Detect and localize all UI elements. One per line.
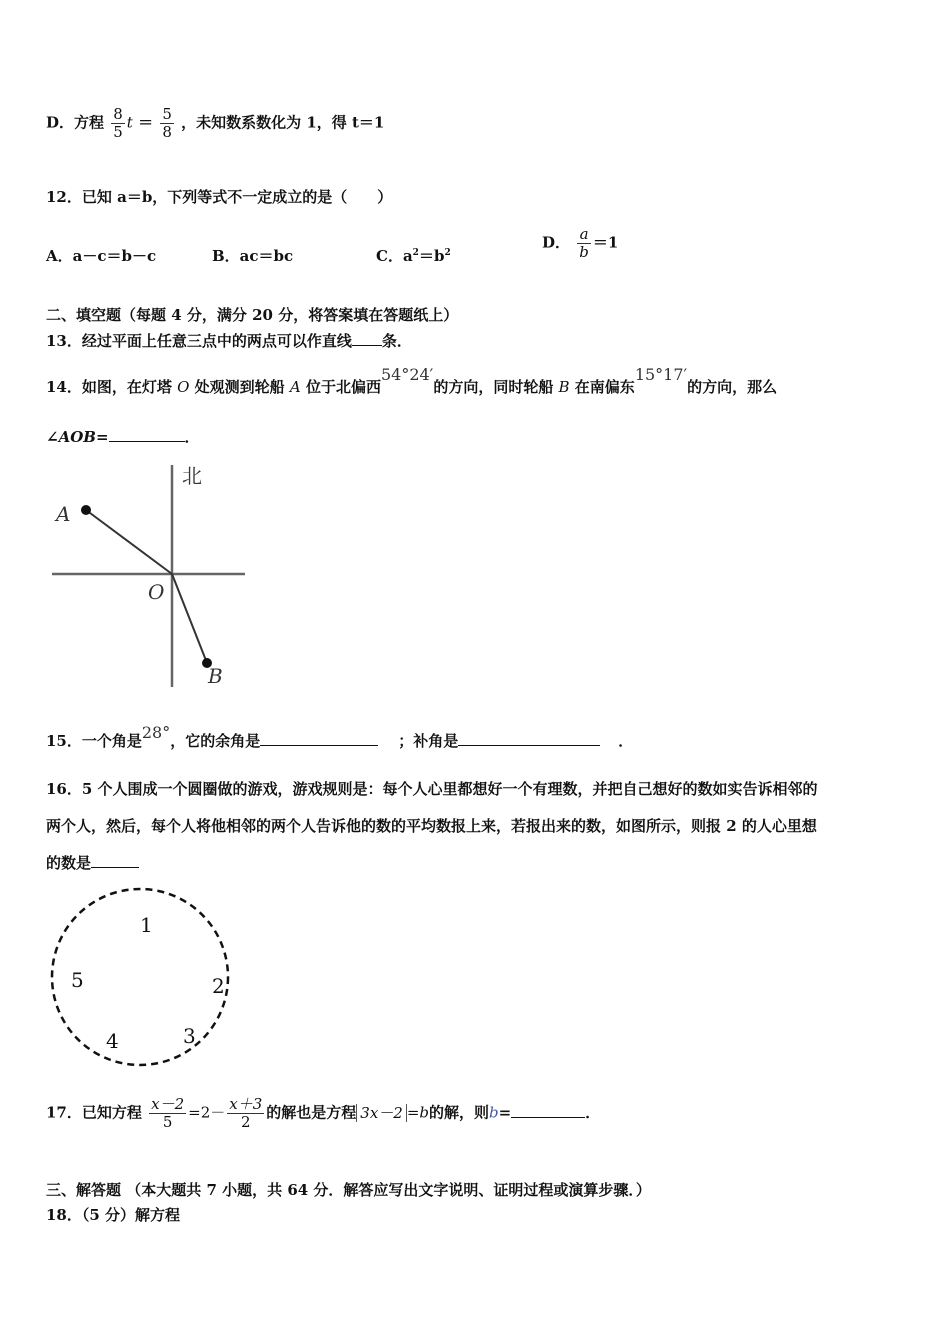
q12c-prefix: C．a: [376, 247, 413, 265]
q12d-den: b: [579, 243, 589, 261]
q17-f1-num: x－2: [151, 1095, 185, 1113]
circle-number-2: 2: [212, 974, 225, 998]
label-o: O: [148, 580, 165, 604]
q17-b-var: b: [489, 1103, 499, 1122]
label-a: A: [56, 502, 71, 526]
q14-text5: 在南偏东: [569, 378, 635, 396]
q14-b: B: [558, 378, 570, 396]
q14-a: A: [289, 378, 301, 396]
q16-answer-blank[interactable]: [91, 867, 139, 868]
q14-text1: 14．如图，在灯塔: [46, 378, 178, 396]
ray-ob: [172, 574, 207, 663]
q14-text2: 处观测到轮船: [189, 378, 290, 396]
q17-after: 的解，则: [429, 1103, 490, 1122]
q17-end: ．: [585, 1103, 601, 1122]
q11d-frac2-num: 5: [162, 105, 172, 123]
circle-number-3: 3: [183, 1024, 196, 1048]
q13: [46, 330, 412, 351]
q14-text3: 位于北偏西: [300, 378, 381, 396]
q12c-mid: ＝b: [418, 247, 445, 265]
ray-oa: [86, 510, 172, 574]
q16-line2: 两个人，然后，每个人将他相邻的两个人告诉他的数的平均数报上来，若报出来的数，如图所示，则报 2 的人心里想: [46, 817, 817, 835]
section3-heading: 三、解答题 （本大题共 7 小题，共 64 分．解答应写出文字说明、证明过程或演算步骤．）: [46, 1181, 651, 1199]
q15-mid: ，它的余角是: [170, 732, 261, 750]
q17-f2-num: x＋3: [229, 1095, 263, 1113]
q15-complement-blank[interactable]: [260, 745, 378, 746]
q13-answer-blank[interactable]: [352, 345, 382, 346]
q17-prefix: 17．已知方程: [46, 1103, 142, 1122]
label-b: B: [208, 664, 223, 688]
circle-number-5: 5: [71, 968, 84, 992]
q15-end: ．: [618, 732, 634, 750]
q12d-num: a: [577, 226, 591, 244]
q14-o: O: [177, 378, 190, 396]
q15-angle: 28°: [141, 723, 171, 742]
q17-fraction-2: [227, 1096, 264, 1131]
q12-option-c: [376, 245, 451, 266]
q14-angle1: 54°24′: [380, 365, 434, 384]
circle-number-4: 4: [106, 1029, 119, 1053]
q17-eq-mid: =2－: [188, 1103, 226, 1122]
q18: 18．（5 分）解方程: [46, 1206, 181, 1224]
q11d-eq-sign: ＝: [138, 113, 154, 132]
q11-option-d: [46, 106, 384, 141]
q14-angle2: 15°17′: [634, 365, 688, 384]
q14-text6: 的方向，那么: [687, 378, 778, 396]
q13-suffix: 条．: [381, 332, 412, 350]
q11d-suffix: ，未知数系数化为 1，得 t＝1: [181, 113, 385, 132]
q14-line1: [46, 365, 778, 397]
section2-heading: 二、填空题（每题 4 分，满分 20 分，将答案填在答题纸上）: [46, 306, 459, 324]
q11d-frac2-den: 8: [162, 123, 172, 141]
q17: [46, 1096, 600, 1131]
q17-b-eq: =: [498, 1103, 512, 1122]
circle-number-1: 1: [140, 913, 153, 937]
q12d-suffix: ＝1: [592, 233, 619, 252]
q12-option-d: [542, 226, 618, 261]
q12-option-b: B．ac＝bc: [212, 247, 294, 265]
q16-line1: 16．5 个人围成一个圆圈做的游戏，游戏规则是：每个人心里都想好一个有理数，并把自己想好的数如实告诉相邻的: [46, 780, 818, 798]
q17-mid: 的解也是方程: [266, 1103, 357, 1122]
q12-stem: 12．已知 a＝b，下列等式不一定成立的是（ ）: [46, 188, 393, 206]
q11d-var: t: [126, 113, 133, 132]
q12c-sup1: 2: [412, 248, 419, 258]
q14-line2-suffix: ．: [184, 428, 200, 446]
q14-angle-aob: ∠AOB=: [46, 428, 109, 446]
q15-supplement-blank[interactable]: [458, 745, 600, 746]
q17-fraction-1: [149, 1096, 186, 1131]
q12c-sup2: 2: [444, 248, 451, 258]
q11d-frac1-num: 8: [113, 105, 123, 123]
q11d-prefix: D．方程: [46, 113, 105, 132]
q17-f1-den: 5: [162, 1113, 173, 1131]
q15-prefix: 15．一个角是: [46, 732, 142, 750]
q15: [46, 723, 634, 751]
q11d-frac1-den: 5: [113, 123, 123, 141]
q16-line3-text: 的数是: [46, 854, 92, 872]
q17-abs-expr: 3x－2: [356, 1104, 407, 1122]
q11d-fraction-1: [111, 106, 125, 141]
q12d-fraction: [577, 226, 591, 261]
q13-prefix: 13．经过平面上任意三点中的两点可以作直线: [46, 332, 352, 350]
point-a: [81, 505, 91, 515]
q14-line2: [46, 426, 200, 447]
q12d-prefix: D．: [542, 233, 571, 252]
q17-f2-den: 2: [240, 1113, 251, 1131]
q14-figure: [40, 455, 260, 695]
q15-sep: ；补角是: [398, 732, 459, 750]
q12-option-a: A．a－c＝b－c: [46, 247, 157, 265]
q16-circle-figure: [40, 880, 240, 1075]
q11d-fraction-2: [160, 106, 174, 141]
q14-text4: 的方向，同时轮船: [433, 378, 559, 396]
q17-abs-rhs: =b: [406, 1103, 429, 1122]
q17-answer-blank[interactable]: [511, 1117, 585, 1118]
q16-line3: [46, 852, 139, 873]
north-label: 北: [182, 464, 202, 488]
q14-answer-blank[interactable]: [109, 441, 185, 442]
